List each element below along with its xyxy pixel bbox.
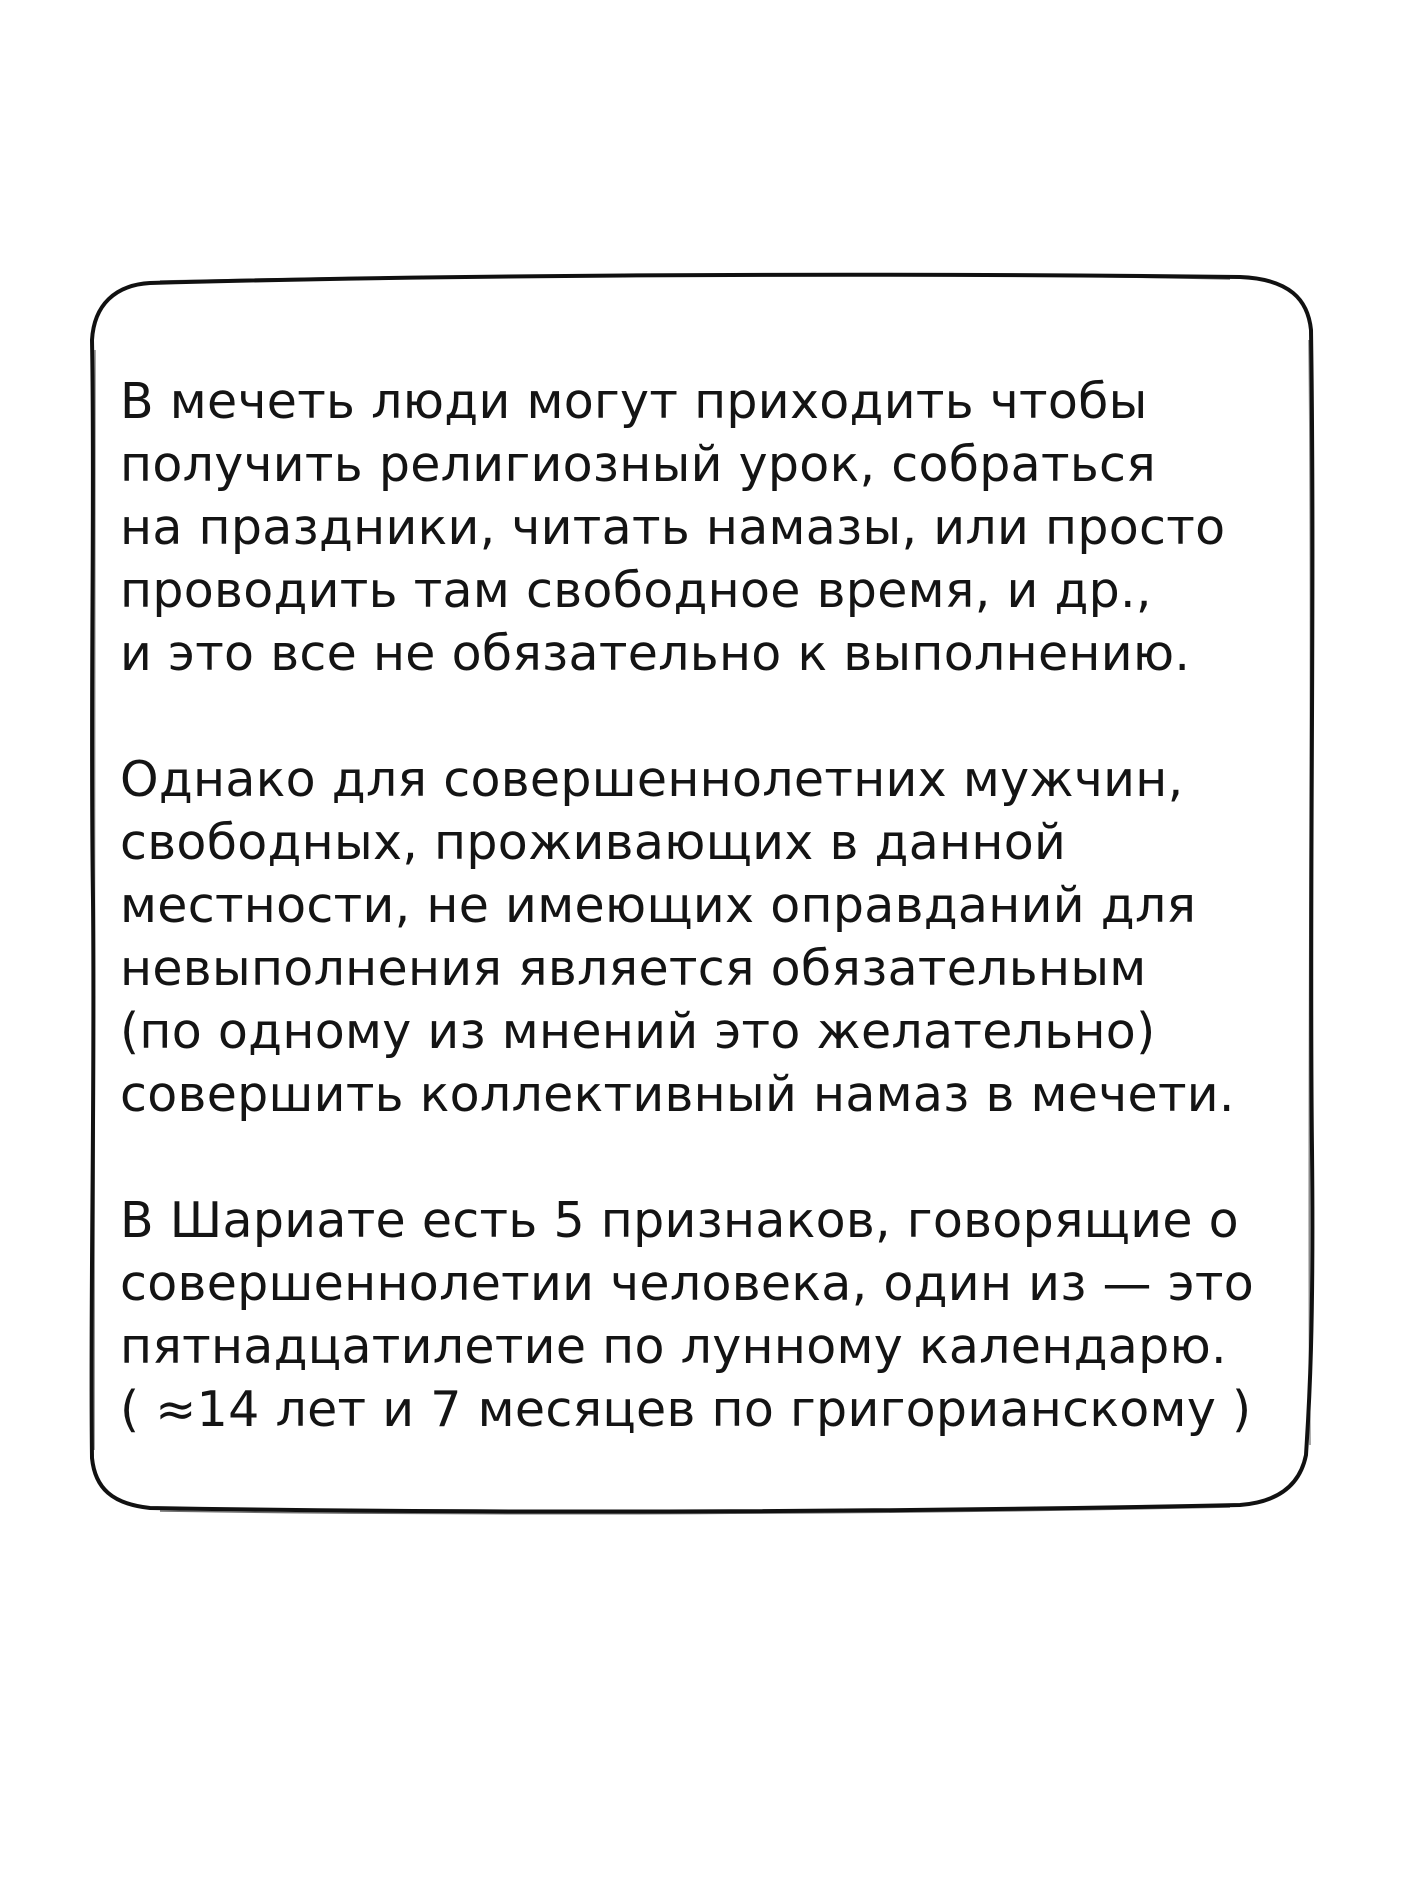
text-line: ( ≈14 лет и 7 месяцев по григорианскому ) [120,1381,1252,1438]
text-line: совершеннолетии человека, один из — это [120,1255,1255,1312]
text-line: пятнадцатилетие по лунному календарю. [120,1318,1227,1375]
text-line: Однако для совершеннолетних мужчин, [120,751,1184,808]
text-line: проводить там свободное время, и др., [120,562,1152,619]
text-line: свободных, проживающих в данной [120,814,1067,871]
paragraph-1 [120,370,1310,685]
text-line: местности, не имеющих оправданий для [120,877,1197,934]
text-line: невыполнения является обязательным [120,940,1147,997]
text-line: В Шариате есть 5 признаков, говорящие о [120,1192,1239,1249]
text-line: получить религиозный урок, собраться [120,436,1157,493]
paragraph-3 [120,1189,1310,1441]
text-line: (по одному из мнений это желательно) [120,1003,1156,1060]
text-block [120,370,1310,1441]
text-line: совершить коллективный намаз в мечети. [120,1066,1235,1123]
text-line: на праздники, читать намазы, или просто [120,499,1226,556]
frame-sketch-left [94,350,95,1450]
paragraph-2 [120,748,1310,1126]
text-line: В мечеть люди могут приходить чтобы [120,373,1148,430]
text-line: и это все не обязательно к выполнению. [120,625,1191,682]
